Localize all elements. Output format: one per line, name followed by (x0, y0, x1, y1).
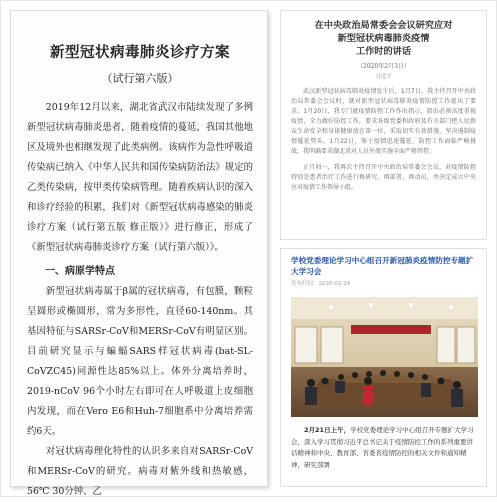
intro-paragraph: 2019年12月以来，湖北省武汉市陆续发现了多例新型冠状病毒肺炎患者，随着疫情的蔓延，我国其他地区及境外也相继发现了此类病例。该病作为急性呼吸道传染病已纳入《中华人民共和国传染病防治法》规定的乙类传染病，按甲类传染病管理。随着疾病认识的深入和诊疗经验的积累，我们对《新型冠状病毒感染的肺炎诊疗方案（试行第五版 修正版）》进行修正，形成了《新型冠状病毒肺炎诊疗方案（试行第六版）》。 (27, 102, 253, 253)
speech-paragraph-1: 武汉新型冠状病毒肺炎疫情发生后，1月7日，我主持召开中央政治局常委会会议时，就对新型冠状病毒肺炎疫情防控工作提出了要求。1月20日，我专门就疫情防控工作作出指示，指出必须高度重视疫情，全力做好防控工作，要求各级党委和政府及有关部门把人民群众生命安全和身体健康放在第一位，采取切实有效措施，坚决遏制疫情蔓延势头。1月22日，鉴于疫情迅速蔓延、防控工作面临严峻挑战，我明确要求湖北省对人员外流实施全面严格管控。 (291, 88, 476, 155)
speech-article (280, 10, 487, 240)
last-paragraph: 对冠状病毒理化特性的认识多来自对SARSr-CoV和MERSr-CoV的研究。病毒对紫外线和热敏感，56℃ 30分钟、乙 (27, 446, 253, 497)
speech-heading-line3: 工作时的讲话 (355, 46, 412, 57)
speech-date: （2020年2月3日） (357, 63, 410, 70)
news-caption-text: 学校党委理论学习中心组召开专题扩大学习会，深入学习贯彻习近平总书记关于疫情防控工作的系列重要讲话精神和中央、教育部、省委省疫情防控的相关文件和通知精神，研究部署 (291, 426, 474, 469)
speech-paragraph-2: 正月初一，我再次主持召开中央政治局常委会会议，对疫情防控特别是患者治疗工作进行再研究、再部署、再动员，并决定成立中央应对疫情工作领导小组。 (291, 164, 476, 191)
news-caption (291, 425, 476, 471)
news-item (280, 248, 487, 487)
speech-heading-line1: 在中央政治局常委会会议研究应对 (314, 20, 453, 31)
speech-heading-line2: 新型冠状病毒肺炎疫情 (337, 33, 430, 44)
news-date: 发布时间：2020-02-24 (291, 281, 351, 287)
document-subtitle: （试行第六版） (101, 72, 179, 85)
speech-author: 习近平 (375, 74, 392, 80)
section-heading: 一、病原学特点 (45, 266, 115, 277)
document-title: 新型冠状病毒肺炎诊疗方案 (50, 44, 230, 61)
news-caption-date: 2月21日上午， (304, 426, 351, 434)
news-title[interactable]: 学校党委理论学习中心组召开新冠肺炎疫情防控专题扩大学习会 (291, 256, 474, 276)
diagnosis-guideline-page (10, 10, 268, 497)
meeting-photo (291, 297, 478, 417)
section-paragraph: 新型冠状病毒属于β属的冠状病毒，有包膜，颗粒呈圆形或椭圆形，常为多形性，直径60-140nm。其基因特征与SARSr-CoV和MERSr-CoV有明显区别。目前研究显示与蝙蝠SARS样冠状病毒(bat-SL-CoVZC45)同源性达85%以上。体外分离培养时，2019-nCoV 96个小时左右即可在人呼吸道上皮细胞内发现，而在Vero E6和Huh-7细胞系中分离培养需约6天。 (27, 286, 253, 437)
